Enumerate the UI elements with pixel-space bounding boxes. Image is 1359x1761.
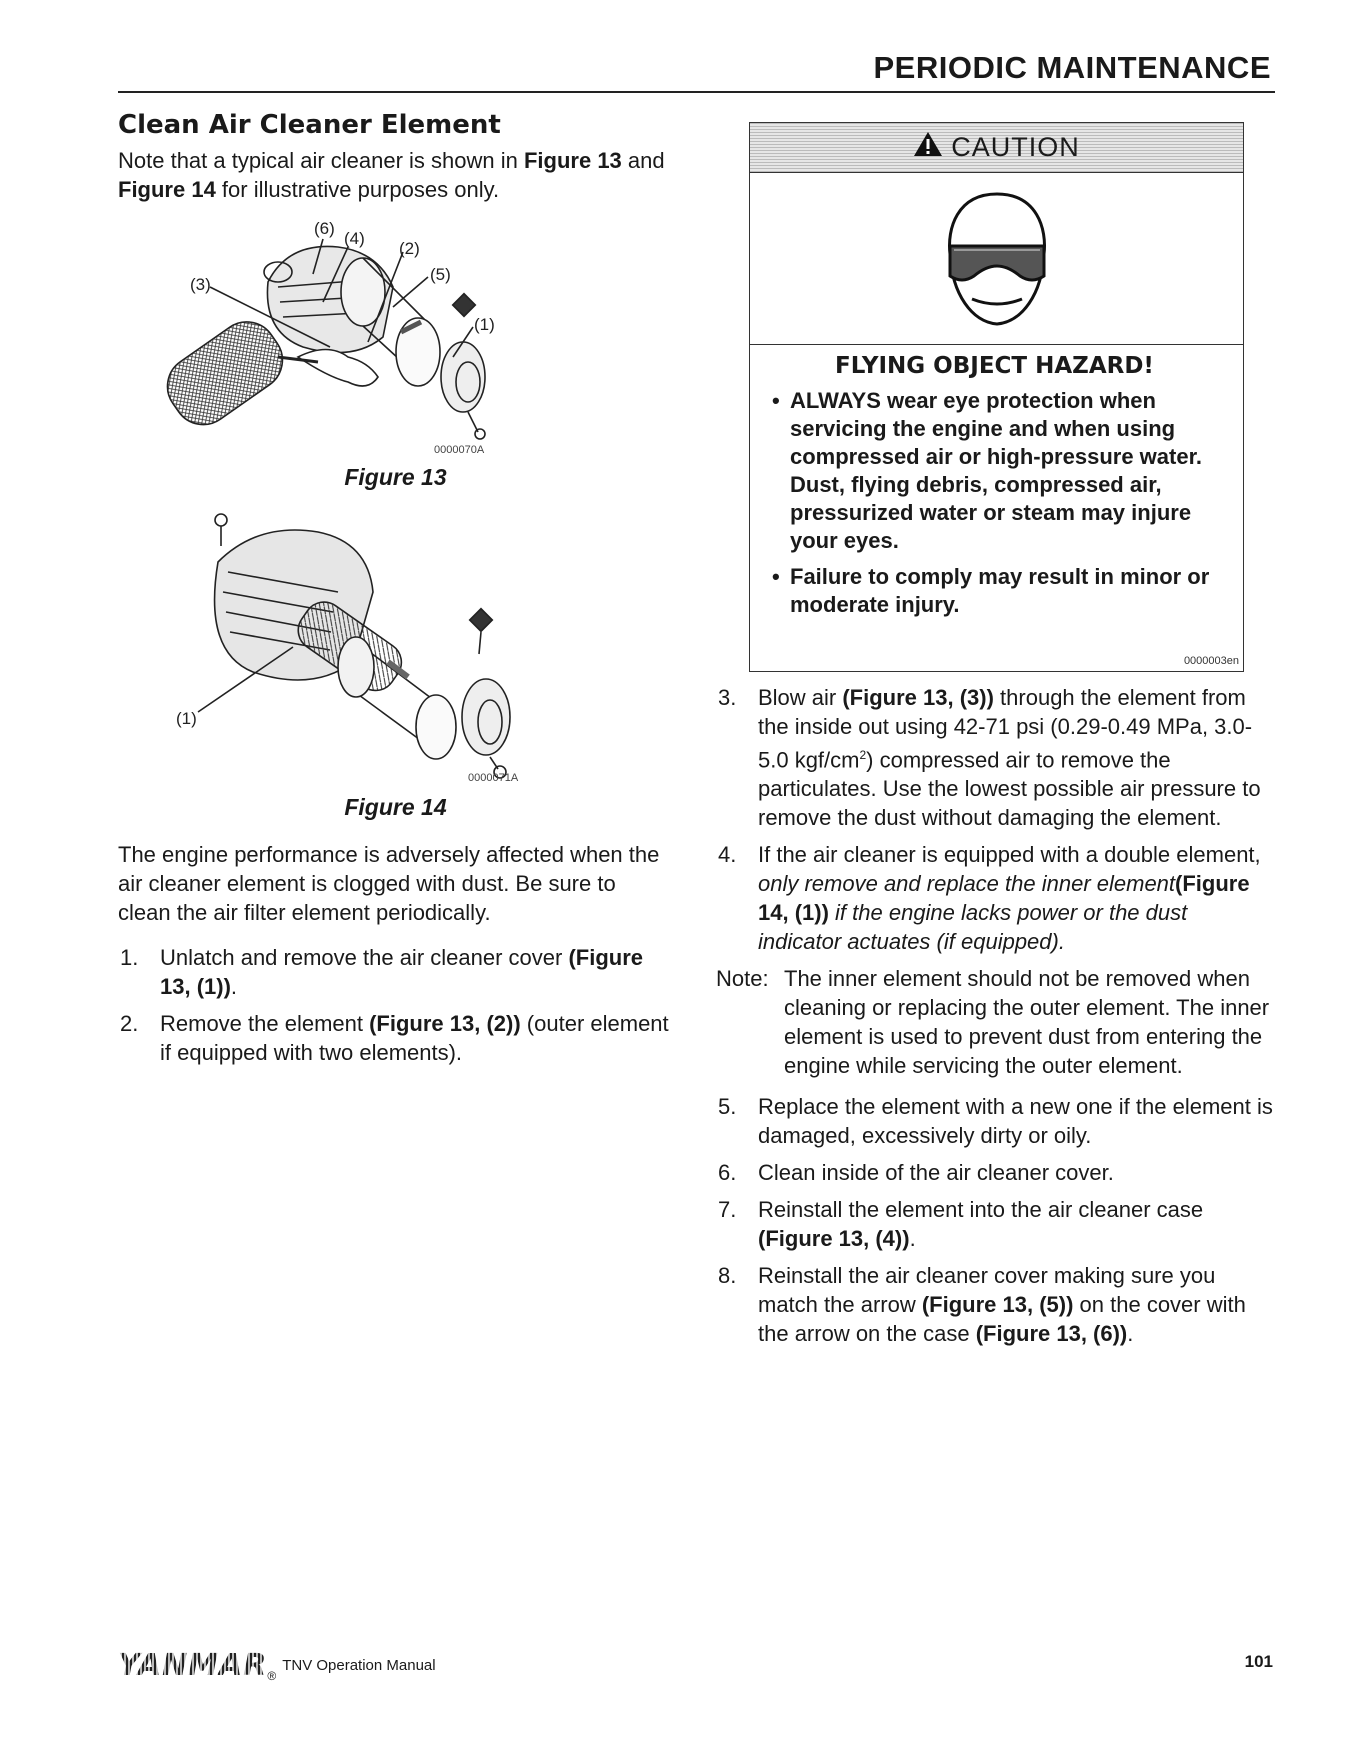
figure-13-caption: Figure 13	[344, 464, 447, 490]
double-element-illustration	[118, 502, 673, 782]
caution-header	[750, 123, 1243, 173]
callout-5: (5)	[430, 265, 451, 284]
left-column	[118, 110, 673, 1075]
step-8: 8. Reinstall the air cleaner cover making sure you match the arrow (Figure 13, (5)) on the cover with the arrow on the case (Figure 13, (6)).	[718, 1263, 1246, 1347]
caution-body	[750, 345, 1243, 619]
warning-triangle-icon	[913, 131, 943, 164]
caution-pictogram	[750, 173, 1243, 345]
header-rule	[118, 91, 1275, 93]
hazard-title: FLYING OBJECT HAZARD!	[835, 353, 1154, 379]
page-header-title: PERIODIC MAINTENANCE	[873, 50, 1271, 85]
callout-4: (4)	[344, 229, 365, 248]
page-number: 101	[1244, 1652, 1273, 1671]
callout-1: (1)	[474, 315, 495, 334]
caution-box	[749, 122, 1244, 672]
step-2: 2. Remove the element (Figure 13, (2)) (outer element if equipped with two elements).	[120, 1011, 669, 1065]
figure-14-caption: Figure 14	[344, 794, 447, 820]
figure-13-code: 0000070A	[434, 444, 485, 456]
caution-bullet: • Failure to comply may result in minor or moderate injury.	[772, 563, 1217, 619]
figure-14	[118, 502, 673, 832]
steps-left	[118, 943, 673, 1067]
caution-code: 0000003en	[1183, 655, 1239, 667]
step-6: 6. Clean inside of the air cleaner cover.	[718, 1160, 1114, 1186]
section-title: Clean Air Cleaner Element	[118, 110, 501, 140]
callout-1: (1)	[176, 709, 197, 728]
callout-2: (2)	[399, 239, 420, 258]
footer	[118, 1648, 436, 1683]
step-4: 4. If the air cleaner is equipped with a double element, only remove and replace the inner element(Figure 14, (1)) if the engine lacks power or the dust indicator actuates (if equipped).	[718, 842, 1261, 955]
performance-paragraph: The engine performance is adversely affected when the air cleaner element is clogged with dust. Be sure to clean the air filter element periodically.	[118, 842, 660, 925]
note: Note: The inner element should not be removed when cleaning or replacing the outer element. The inner element is used to prevent dust from entering the engine while servicing the outer element.	[716, 966, 1270, 1079]
figure-13	[118, 212, 673, 502]
figure-14-code: 0000071A	[468, 772, 519, 784]
intro-paragraph: Note that a typical air cleaner is shown in Figure 13 and Figure 14 for illustrative purposes only.	[118, 148, 665, 202]
callout-6: (6)	[314, 219, 335, 238]
yanmar-logo: YANMAR	[118, 1648, 268, 1683]
step-3: 3. Blow air (Figure 13, (3)) through the element from the inside out using 42-71 psi (0.29-0.49 MPa, 3.0-5.0 kgf/$cm^2$) compressed air to remove the particulates. Use the lowest possible air pressure to remove the dust without damaging the element.	[718, 685, 1261, 831]
manual-title: TNV Operation Manual	[282, 1657, 436, 1674]
caution-bullet: • ALWAYS wear eye protection when servicing the engine and when using compressed air or high-pressure water. Dust, flying debris, compressed air, pressurized water or steam may injure your eyes.	[772, 387, 1217, 555]
step-1: 1. Unlatch and remove the air cleaner cover (Figure 13, (1)).	[120, 945, 643, 999]
caution-label: CAUTION	[951, 132, 1080, 162]
callout-3: (3)	[190, 275, 211, 294]
registered-mark: ®	[267, 1669, 277, 1683]
eye-protection-icon	[932, 184, 1062, 334]
right-column	[716, 683, 1276, 1356]
air-cleaner-exploded-illustration	[118, 212, 673, 462]
step-5: 5. Replace the element with a new one if the element is damaged, excessively dirty or oily.	[718, 1094, 1273, 1149]
step-7: 7. Reinstall the element into the air cleaner case (Figure 13, (4)).	[718, 1197, 1204, 1252]
